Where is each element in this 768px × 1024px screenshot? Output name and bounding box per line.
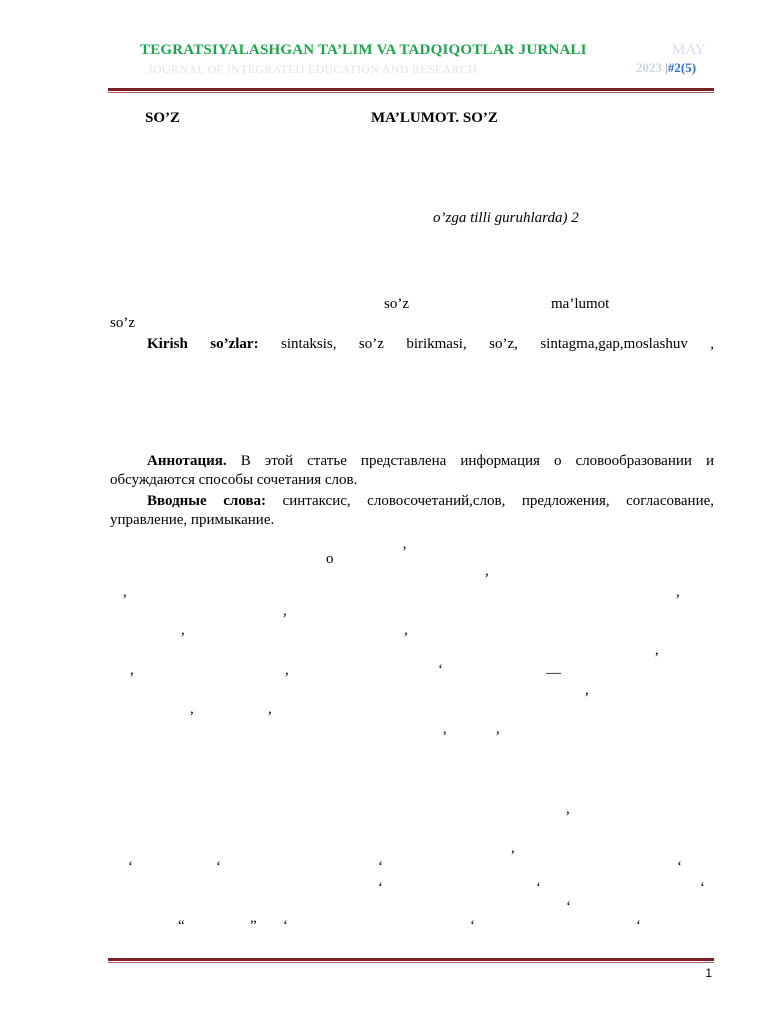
article-title-right: MA’LUMOT. SO’Z	[371, 110, 498, 126]
body-mark-comma: ,	[485, 563, 489, 579]
journal-subtitle: JOURNAL OF INTEGRATED EDUCATION AND RESEARCH	[148, 62, 478, 76]
issue-separator: |	[665, 60, 668, 75]
body-mark-quote: ‘	[128, 859, 133, 875]
journal-title: TEGRATSIYALASHGAN TA’LIM VA TADQIQOTLAR JURNALI	[140, 42, 587, 58]
body-mark-comma: ,	[268, 701, 272, 717]
body-mark-quote: ‘	[378, 880, 383, 896]
body-mark-quote: ‘	[700, 880, 705, 896]
body-mark-letter: o	[326, 551, 334, 567]
body-mark-quote: ‘	[216, 859, 221, 875]
annotation-text: В этой статье представлена информация о словообразовании и обсуждаются способы сочетания слов.	[110, 453, 714, 488]
body-mark-comma: ,	[130, 662, 134, 678]
annotation-ru	[110, 452, 714, 490]
body-mark-quote: ‘	[677, 859, 682, 875]
abstract-word-malumot: ma’lumot	[551, 296, 610, 312]
author-affiliation: o’zga tilli guruhlarda) 2	[433, 210, 579, 226]
intro-text: синтаксис, словосочетаний,слов, предложения, согласование, управление, примыкание.	[110, 493, 715, 528]
body-mark-quote: ‘	[536, 880, 541, 896]
body-mark-comma: ,	[496, 721, 500, 737]
keywords-uz	[110, 335, 714, 354]
abstract-word-soz: so’z	[384, 296, 409, 312]
intro-words-ru	[110, 492, 714, 530]
body-mark-quote: ‘	[470, 918, 475, 934]
body-mark-comma: ,	[190, 701, 194, 717]
footer-rule	[108, 958, 714, 963]
article-title-left: SO’Z	[145, 110, 181, 126]
header-rule	[108, 88, 714, 93]
keywords-text: sintaksis, so’z birikmasi, so’z, sintagma,gap,moslashuv ,	[281, 336, 715, 352]
issue-month: MAY	[672, 42, 706, 58]
body-mark-comma: ,	[123, 584, 127, 600]
body-mark-comma: ,	[443, 721, 447, 737]
intro-label: Вводные слова:	[147, 493, 266, 509]
issue-year-number	[636, 60, 696, 76]
body-mark-open-dquote: “	[178, 918, 185, 934]
body-mark-quote: ‘	[378, 859, 383, 875]
body-mark-apostrophe: ’	[402, 544, 407, 560]
abstract-word-soz-2: so’z	[110, 315, 135, 331]
body-mark-comma: ,	[655, 642, 659, 658]
body-mark-close-dquote: ”	[250, 918, 257, 934]
body-mark-quote: ‘	[438, 662, 443, 678]
body-mark-comma: ,	[566, 801, 570, 817]
annotation-label: Аннотация.	[147, 453, 227, 469]
body-mark-dash: __	[546, 660, 561, 676]
keywords-label: Kirish so’zlar:	[147, 336, 259, 352]
body-mark-comma: ,	[676, 584, 680, 600]
body-mark-quote: ‘	[636, 918, 641, 934]
body-mark-comma: ,	[283, 603, 287, 619]
page-number: 1	[705, 966, 712, 980]
body-mark-comma: ,	[285, 662, 289, 678]
issue-number: #2(5)	[667, 60, 697, 75]
issue-year: 2023	[636, 60, 662, 75]
body-mark-quote: ‘	[566, 899, 571, 915]
body-mark-comma: ,	[181, 622, 185, 638]
body-mark-comma: ,	[404, 622, 408, 638]
body-mark-comma: ,	[585, 682, 589, 698]
body-mark-comma: ,	[511, 840, 515, 856]
body-mark-quote: ‘	[283, 918, 288, 934]
